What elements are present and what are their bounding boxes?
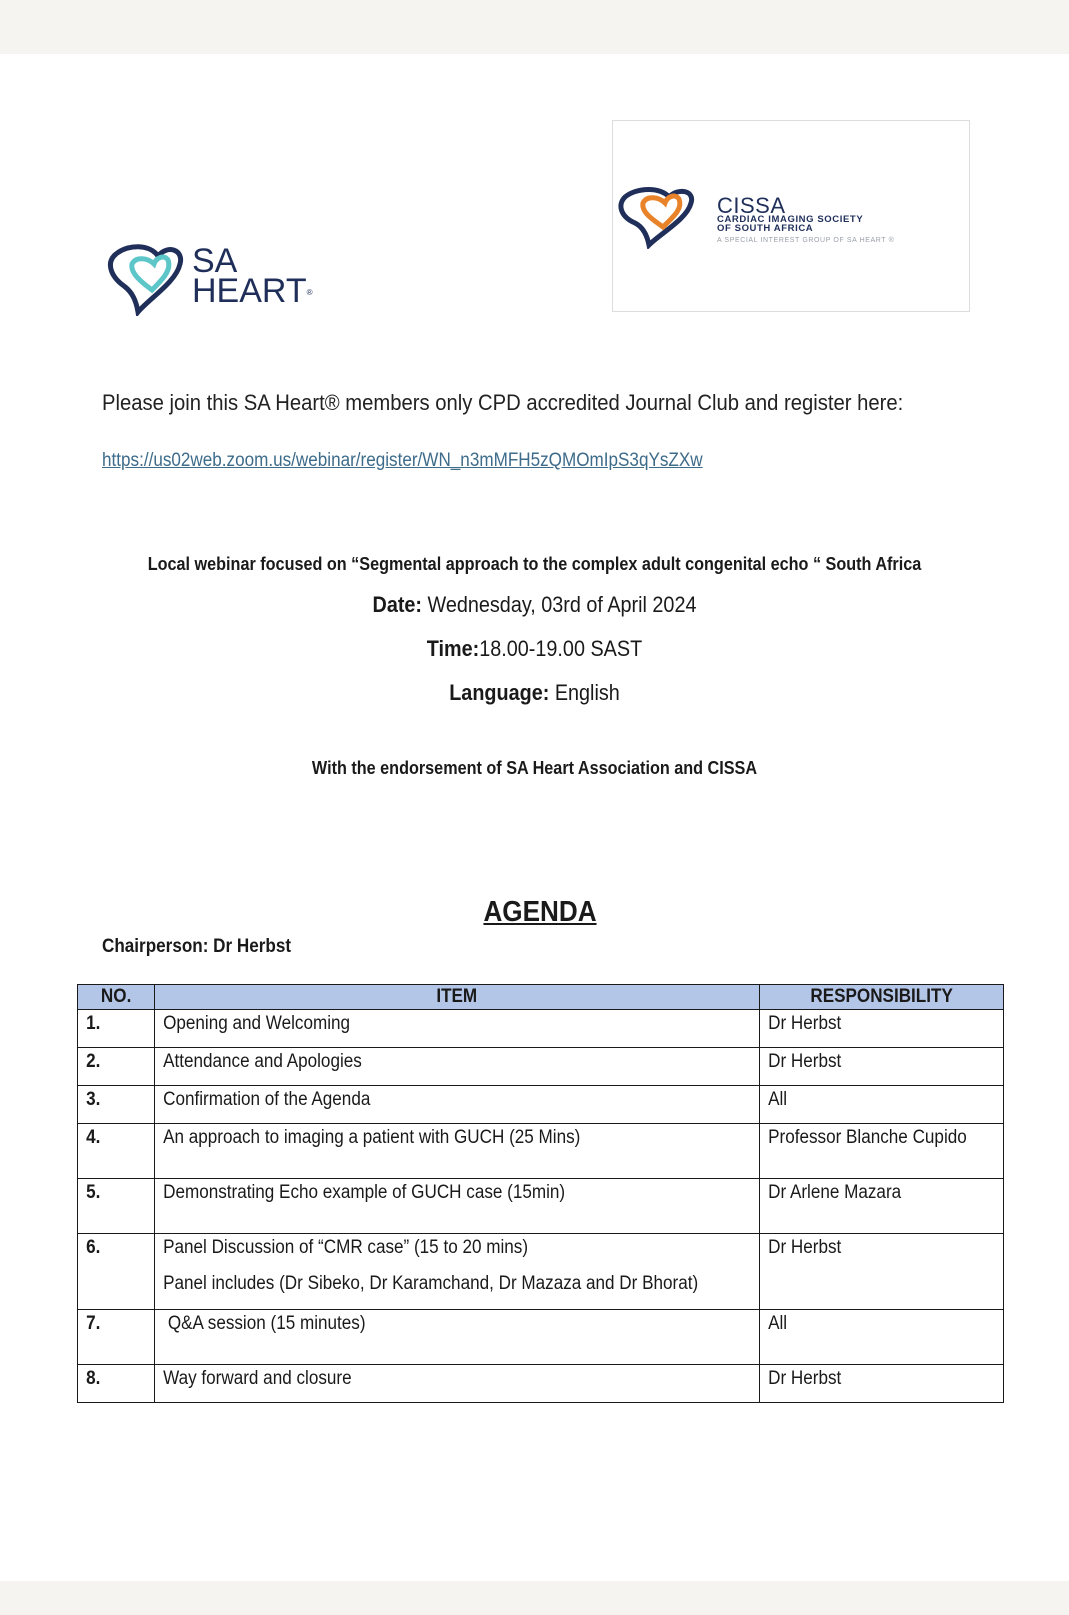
column-header-no xyxy=(78,985,155,1010)
row-responsibility xyxy=(759,1124,1003,1179)
row-number xyxy=(78,1365,155,1403)
row-item xyxy=(155,1086,760,1124)
cissa-logo-box xyxy=(612,120,970,312)
row-number-text: 2. xyxy=(86,1051,101,1072)
cissa-subtitle-line1: CARDIAC IMAGING SOCIETY xyxy=(717,214,864,225)
row-responsibility-text: Dr Herbst xyxy=(767,1051,842,1072)
row-responsibility-text: Dr Herbst xyxy=(767,1013,842,1034)
row-number xyxy=(78,1124,155,1179)
row-item xyxy=(155,1310,760,1365)
event-time xyxy=(53,636,1015,662)
cissa-title: CISSA xyxy=(717,193,786,218)
row-number-text: 3. xyxy=(86,1089,101,1110)
row-item xyxy=(155,1179,760,1234)
row-number xyxy=(78,1310,155,1365)
row-responsibility xyxy=(759,1010,1003,1048)
language-label: Language: xyxy=(449,680,550,705)
sa-heart-logo-icon xyxy=(106,242,190,316)
row-responsibility xyxy=(759,1048,1003,1086)
column-header-item xyxy=(155,985,760,1010)
row-responsibility xyxy=(759,1310,1003,1365)
row-item-text: Way forward and closure xyxy=(163,1368,352,1389)
table-row xyxy=(78,1010,1004,1048)
sa-heart-line2: HEART xyxy=(192,272,307,310)
sa-heart-line1: SA xyxy=(192,242,238,280)
row-responsibility xyxy=(759,1086,1003,1124)
row-number-text: 8. xyxy=(86,1368,101,1389)
webinar-focus: Local webinar focused on “Segmental approach to the complex adult congenital echo “ South Africa xyxy=(147,554,922,574)
document-page xyxy=(0,54,1069,1581)
chairperson: Chairperson: Dr Herbst xyxy=(102,936,292,957)
endorsement-orgs: SA Heart Association and CISSA xyxy=(506,758,758,778)
row-number xyxy=(78,1048,155,1086)
row-number xyxy=(78,1179,155,1234)
language-value: English xyxy=(549,680,620,705)
row-item-text: An approach to imaging a patient with GUCH (25 Mins) xyxy=(163,1127,581,1148)
column-header-label: NO. xyxy=(100,986,132,1007)
row-responsibility-text: Professor Blanche Cupido xyxy=(767,1127,967,1148)
row-number-text: 7. xyxy=(86,1313,101,1334)
row-number xyxy=(78,1234,155,1310)
cissa-heart-logo-icon xyxy=(617,185,701,249)
cissa-tagline: A SPECIAL INTEREST GROUP OF SA HEART ® xyxy=(717,237,895,244)
date-value: Wednesday, 03rd of April 2024 xyxy=(422,592,697,617)
registration-link[interactable]: https://us02web.zoom.us/webinar/register/WN_n3mMFH5zQMOmIpS3qYsZXw xyxy=(102,450,703,471)
row-responsibility-text: All xyxy=(767,1313,787,1334)
invite-text: Please join this SA Heart® members only CPD accredited Journal Club and register here: xyxy=(102,390,904,415)
row-item-subtext: Panel includes (Dr Sibeko, Dr Karamchand, Dr Mazaza and Dr Bhorat) xyxy=(163,1273,699,1294)
row-item xyxy=(155,1365,760,1403)
table-row xyxy=(78,1234,1004,1310)
row-number-text: 4. xyxy=(86,1127,101,1148)
table-header-row xyxy=(78,985,1004,1010)
row-responsibility-text: Dr Arlene Mazara xyxy=(767,1182,901,1203)
sa-heart-logo xyxy=(106,242,336,322)
cissa-subtitle xyxy=(717,215,863,233)
table-row xyxy=(78,1124,1004,1179)
row-item-text: Confirmation of the Agenda xyxy=(163,1089,371,1110)
row-item-text: Demonstrating Echo example of GUCH case (15min) xyxy=(163,1182,566,1203)
row-number xyxy=(78,1086,155,1124)
endorsement xyxy=(53,758,1015,779)
table-row xyxy=(78,1048,1004,1086)
agenda-title: AGENDA xyxy=(483,896,597,928)
row-responsibility xyxy=(759,1365,1003,1403)
date-label: Date: xyxy=(372,592,423,617)
row-item-text: Opening and Welcoming xyxy=(163,1013,351,1034)
registered-mark: ® xyxy=(306,288,313,297)
event-language xyxy=(53,680,1015,706)
time-label: Time: xyxy=(426,636,480,661)
time-value: 18.00-19.00 SAST xyxy=(479,636,643,661)
row-item-text: Panel Discussion of “CMR case” (15 to 20 mins) xyxy=(163,1237,529,1258)
column-header-label: ITEM xyxy=(436,986,478,1007)
row-responsibility xyxy=(759,1179,1003,1234)
column-header-responsibility xyxy=(759,985,1003,1010)
column-header-label: RESPONSIBILITY xyxy=(810,986,953,1007)
row-item xyxy=(155,1234,760,1310)
table-row xyxy=(78,1365,1004,1403)
row-item-text: Q&A session (15 minutes) xyxy=(163,1313,366,1334)
event-date xyxy=(53,592,1015,618)
row-responsibility-text: Dr Herbst xyxy=(767,1237,842,1258)
table-row xyxy=(78,1179,1004,1234)
table-row xyxy=(78,1310,1004,1365)
cissa-subtitle-line2: OF SOUTH AFRICA xyxy=(717,223,814,234)
row-item xyxy=(155,1124,760,1179)
row-number-text: 6. xyxy=(86,1237,101,1258)
row-responsibility xyxy=(759,1234,1003,1310)
row-item xyxy=(155,1048,760,1086)
row-item xyxy=(155,1010,760,1048)
row-number-text: 1. xyxy=(86,1013,101,1034)
sa-heart-wordmark xyxy=(192,242,313,310)
endorsement-prefix: With the endorsement of xyxy=(311,758,507,778)
row-responsibility-text: Dr Herbst xyxy=(767,1368,842,1389)
row-number xyxy=(78,1010,155,1048)
row-item-text: Attendance and Apologies xyxy=(163,1051,363,1072)
table-row xyxy=(78,1086,1004,1124)
row-number-text: 5. xyxy=(86,1182,101,1203)
row-responsibility-text: All xyxy=(767,1089,787,1110)
agenda-table xyxy=(77,984,1004,1403)
